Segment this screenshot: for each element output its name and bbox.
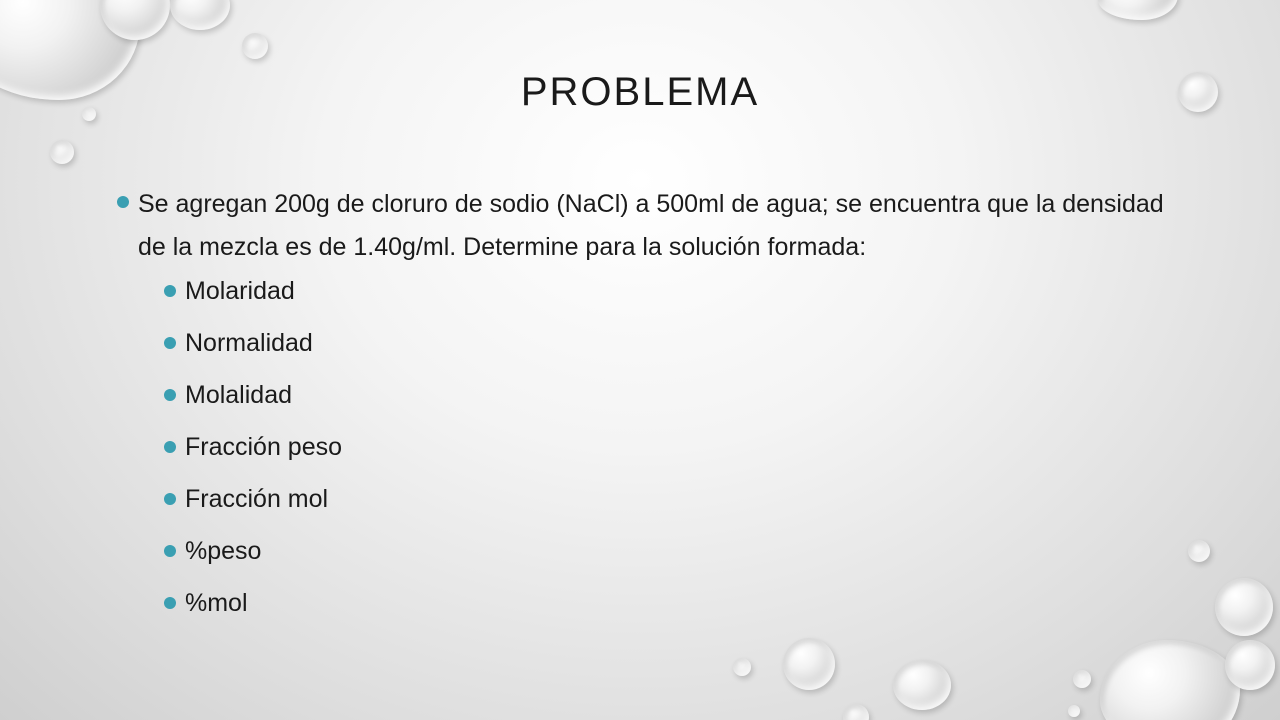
bullet-icon xyxy=(164,493,176,505)
problem-statement-text: Se agregan 200g de cloruro de sodio (NaCl) a 500ml de agua; se encuentra que la densidad de la mezcla es de 1.40g/ml. Determine para la solución formada: xyxy=(138,190,1164,261)
water-drop-decoration xyxy=(733,658,751,676)
list-item xyxy=(164,328,1197,380)
list-item xyxy=(164,536,1197,588)
water-drop-decoration xyxy=(783,638,835,690)
water-drop-decoration xyxy=(1100,640,1240,720)
list-item-label: %peso xyxy=(185,537,262,565)
list-item-label: Fracción peso xyxy=(185,433,343,461)
list-item-label: Molaridad xyxy=(185,277,295,305)
water-drop-decoration xyxy=(170,0,230,30)
water-drop-decoration xyxy=(893,660,951,710)
water-drop-decoration xyxy=(242,33,268,59)
bullet-icon xyxy=(164,285,176,297)
bullet-icon xyxy=(164,441,176,453)
bullet-icon xyxy=(164,545,176,557)
water-drop-decoration xyxy=(843,704,869,720)
requested-quantities-list xyxy=(117,276,1197,640)
list-item-label: %mol xyxy=(185,589,248,617)
water-drop-decoration xyxy=(1073,670,1091,688)
slide-body xyxy=(117,183,1197,640)
list-item xyxy=(164,432,1197,484)
bullet-icon xyxy=(164,597,176,609)
list-item xyxy=(164,380,1197,432)
list-item-label: Fracción mol xyxy=(185,485,329,513)
water-drop-decoration xyxy=(1098,0,1178,20)
bullet-icon xyxy=(164,337,176,349)
problem-statement xyxy=(117,183,1197,269)
slide-title: PROBLEMA xyxy=(520,70,760,114)
bullet-icon xyxy=(117,196,129,208)
bullet-icon xyxy=(164,389,176,401)
list-item-label: Molalidad xyxy=(185,381,293,409)
water-drop-decoration xyxy=(1068,705,1080,717)
list-item xyxy=(164,588,1197,640)
list-item-label: Normalidad xyxy=(185,329,313,357)
list-item xyxy=(164,276,1197,328)
list-item xyxy=(164,484,1197,536)
water-drop-decoration xyxy=(50,140,74,164)
water-drop-decoration xyxy=(1215,578,1273,636)
water-drop-decoration xyxy=(1225,640,1275,690)
